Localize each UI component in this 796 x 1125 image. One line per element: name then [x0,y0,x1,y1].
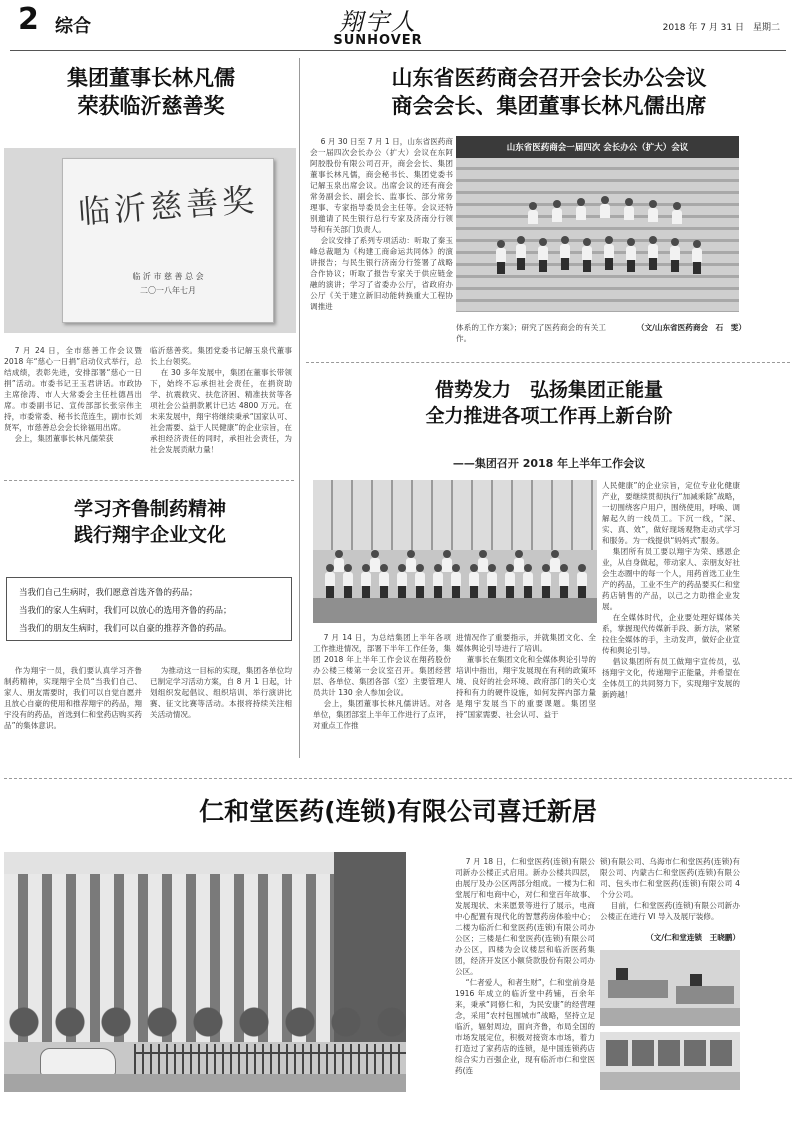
quote-line: 当我们的家人生病时，我们可以放心的选用齐鲁的药品； [19,606,232,616]
divider [4,778,792,779]
title-line: 荣获临沂慈善奖 [77,94,225,119]
title-line: 学习齐鲁制药精神 [73,498,226,520]
person [478,550,488,584]
trees [4,1002,406,1042]
person [582,238,592,272]
pavement [4,1074,406,1092]
divider [306,362,790,363]
article-body-col2: 锁)有限公司、乌海市仁和堂医药(连锁)有限公司、内蒙古仁和堂医药(连锁)有限公司、包头市仁和堂医药(连锁)有限公司 4 个分公司。 目前，仁和堂医药(连锁)有限公司新办公楼正在进行 VI 导入及展厅装修。 [600,857,740,921]
monitor [690,974,702,986]
article-title [306,378,792,429]
title-line: 商会会长、集团董事长林凡儒出席 [391,94,707,119]
article-body-col2: 临沂慈善奖。集团党委书记解玉泉代董事长上台领奖。 在 30 多年发展中，集团在董事长带领下，始终不忘承担社会责任，在捐资助学、抗震救灾、扶危济困、精准扶贫等各项社会公益捐款累计已达 4800 万元。在未来发展中，翔宇将继续秉承“国家认可、社会需要、益于人民健康”的企业宗旨，在承担经济责任的同时，承担社会责任，为社会发展贡献力量！ [150,346,292,454]
person [626,238,636,272]
masthead-rule [10,50,786,51]
article-credit: （文/仁和堂连锁 王晓鹏） [646,933,740,942]
person [514,550,524,584]
title-line: 集团董事长林凡儒 [67,66,235,90]
plaque-date: 二〇一八年七月 [140,286,196,295]
person [648,200,658,234]
person [523,564,533,598]
page-number: 2 [18,2,39,37]
display-panels [606,1040,734,1066]
meeting-group-photo [313,480,597,623]
desk [608,980,668,998]
person [415,564,425,598]
person [576,198,586,232]
article-body-col2: 进情况作了重要指示，并就集团文化、全媒体舆论引导进行了培训。 董事长在集团文化和全媒体舆论引导的培训中指出，翔宇发展现在有利的政策环境、良好的社会环境、政府部门的关心支持和有力的硬件设施，如何发挥内部力量是翔宇发展当下的重要课题。集团坚持“国家需要、社会认可、益于 [456,633,596,719]
article-body-col1: 7 月 24 日，全市慈善工作会议暨 2018 年“慈心一日捐”启动仪式举行，总结成绩，表彰先进，安排部署“慈心一日捐”活动。市委书记王玉君讲话。市政协主席徐涛、市人大常委会主任杜德昌出席。市委副书记、宣传部部长张宗伟主持，市委常委、秘书长范连生，副市长刘贤军，市慈善总会会长徐福用出席。 会上，集团董事长林凡儒荣获 [4,346,142,443]
meeting-group-photo [456,136,739,312]
masthead [0,0,796,52]
article-body-right-col: 人民健康”的企业宗旨，定位专业化健康产业，要继续贯彻执行“加减乘除”战略，一切围绕客户用户，围绕使用，呼唤、调解起久的一线员工。下沉一线，“深、实、真、效”，做好现场观物走动式学习和服务。为一线提供“妈妈式”服务。 集团所有员工要以翔宇为荣、感恩企业，从自身做起，带动家人、亲朋友好社会生态圈中的每一个人，用药首选工业生产的药品，工业不生产的药品要买仁和堂药店销售的产品，以己之力助推企业发展。 在全媒体时代，企业要处理好媒体关系，掌握现代传媒新手段、新方法，紧紧拉住全媒体的手，主动发声，做好企业宣传和舆论引导。 倡议集团所有员工做翔宇宣传员，弘扬翔宇文化，传递翔宇正能量，并希望在全体员工的共同努力下，实现翔宇发展的新跨越！ [602,481,740,699]
person [516,236,526,270]
person [343,564,353,598]
article-body-col2: 为推动这一目标的实现，集团各单位均已制定学习活动方案，自 8 月 1 日起，计划组织发起倡议、组织培训、举行演讲比赛、征文比赛等活动。本报将持续关注相关活动情况。 [150,666,292,719]
article-body-caption: 体系的工作方案》；研究了医药商会的有关工作。 [456,323,606,343]
section-label: 综合 [55,16,91,37]
logo-chinese: 翔宇人 [339,8,417,36]
award-plaque-photo [4,148,296,333]
person [560,236,570,270]
quote-line: 当我们自己生病时，我们愿意首选齐鲁的药品； [19,588,198,598]
person [487,564,497,598]
article-subtitle: ——集团召开 2018 年上半年工作会议 [452,457,646,470]
building-facade [313,480,597,550]
award-plaque [62,158,274,323]
person [406,550,416,584]
parked-car [40,1048,116,1076]
person [648,236,658,270]
quote-line: 当我们的朋友生病时，我们可以自豪的推荐齐鲁的药品。 [19,624,232,634]
floor [600,1072,740,1090]
person [604,236,614,270]
title-line: 借势发力 弘扬集团正能量 [434,379,663,401]
title-line: 全力推进各项工作再上新台阶 [425,404,673,427]
article-body-col1: 7 月 14 日，为总结集团上半年各项工作推进情况，部署下半年工作任务，集团 2018 年上半年工作会议在翔药股份办公楼三楼第一会议室召开。集团经营层、各单位、集团各部（室）主要管理人员共计 130 余人参加会议。 会上，集团董事长林凡儒讲话。对各单位，集团部室上半年工作进行了点评，对重点工作推 [313,633,451,730]
article-title [4,497,296,548]
office-building-photo [4,852,406,1092]
title-line: 践行翔宇企业文化 [73,523,226,546]
person [559,564,569,598]
person [538,238,548,272]
article-body-col1: 7 月 18 日，仁和堂医药(连锁)有限公司新办公楼正式启用。新办公楼共四层，由展厅及办公区两部分组成。一楼为仁和堂展厅和电商中心，对仁和堂百年故事、发展现状、未来愿景等进行了展示，电商中心配置有现代化的智慧药房体验中心；二楼为临沂仁和堂医药(连锁)有限公司办公区；三楼是仁和堂医药(连锁)有限公司办公区，四楼为会议楼层和临沂医药集团，经济开发区小额贷款股份有限公司办公区。 “仁者爱人，和者生财”，仁和堂前身是 1916 年成立的临沂堂中药铺，百余年来，秉承“同修仁和，为民安康”的经营理念，采用“农村包围城市”战略，坚持立足临沂，辐射周边，面向齐鲁，布局全国的市场发展定位，积极对接资本市场，着力打造过了家药店的连锁，是中国连锁药店综合实力百强企业，现有临沂市仁和堂医药(连 [455,857,595,1075]
person [672,202,682,236]
stairs [456,158,739,312]
logo-english: SUNHOVER [333,33,423,48]
plaque-organization: 临 沂 市 慈 善 总 会 [132,272,204,281]
desk [676,986,734,1004]
person [670,238,680,272]
person [600,196,610,230]
article-credit: （文/山东省医药商会 石 雯） [636,323,746,332]
person [334,550,344,584]
monitor [616,968,628,980]
divider [4,480,294,481]
person [550,550,560,584]
person [442,550,452,584]
person [451,564,461,598]
exhibition-hall-photo [600,1032,740,1090]
column-divider [299,58,300,758]
article-body-col1: 作为翔宇一员，我们要认真学习齐鲁制药精神，实现翔宇全员“当我们自己、家人、朋友需要时，我们可以自觉自愿并且放心自豪的使用和推荐翔宇的药品，翔宇没有的药品，首选到仁和堂药店购买药品”的集体意识。 [4,666,142,730]
article-title [306,64,792,121]
title-line: 山东省医药商会召开会长办公会议 [391,66,707,90]
photo-banner-text: 山东省医药商会一届四次 会长办公（扩大）会议 [506,143,689,153]
person [370,550,380,584]
ground [313,598,597,623]
person [624,198,634,232]
person [379,564,389,598]
article-title [10,64,292,121]
floor [600,1008,740,1026]
quote-box [6,577,292,641]
plaque-title: 临沂慈善奖 [77,180,260,232]
issue-date: 2018 年 7 月 31 日 星期二 [662,23,780,33]
person [552,200,562,234]
office-interior-photo [600,950,740,1026]
article-body-col1: 6 月 30 日至 7 月 1 日，山东省医药商会一届四次会长办公（扩大）会议在东阿阿胶股份有限公司召开，商会会长、集团董事长林凡儒，商会秘书长、集团党委书记解玉泉出席会议。出席会议的还有商会常务副会长、副会长、监事长、部分常务理事、专家指导委员会主任等。会议还特别邀请了民生银行总行专家及济南分行领导和有关部门负责人。 会议安排了系列专项活动：听取了秦玉峰总裁题为《构建工商命运共同体》的演讲报告；与民生银行济南分行签署了战略合作协议；听取了报告专家关于供应链金融的演讲；学习了省委办公厅，省政府办公厅《关于建立新旧动能转换重大工程协调推进 [310,137,453,311]
person [577,564,587,598]
person [692,240,702,274]
article-title: 仁和堂医药(连锁)有限公司喜迁新居 [199,797,597,826]
person [528,202,538,236]
person [496,240,506,274]
